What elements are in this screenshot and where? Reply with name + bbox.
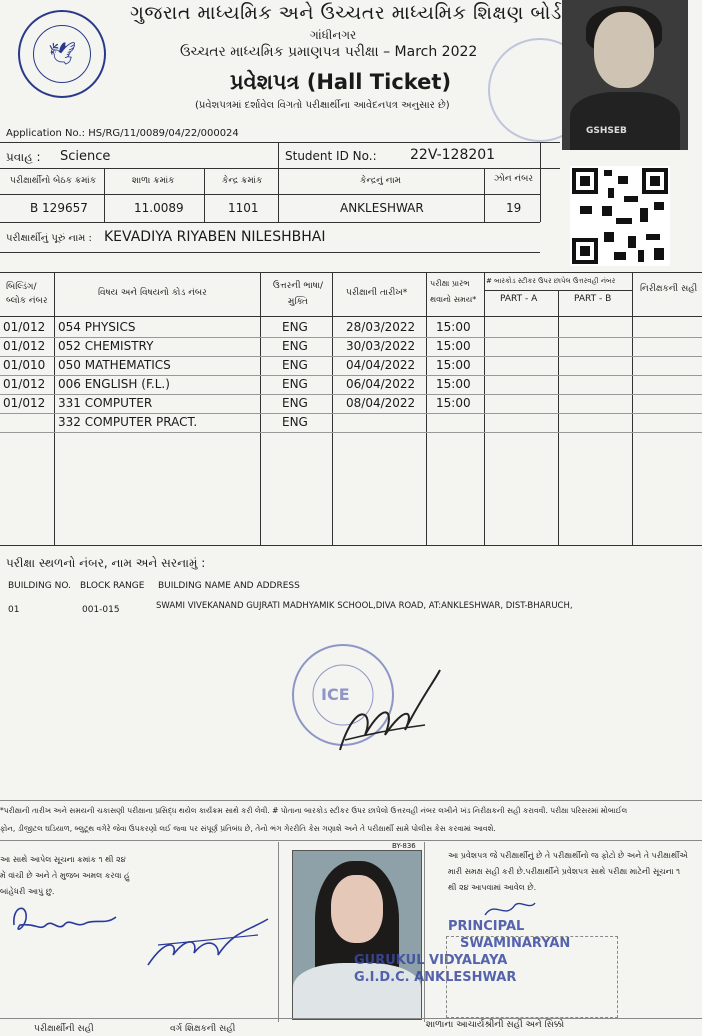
venue-block-range: 001-015 <box>82 605 120 615</box>
candidate-photo-bottom <box>292 850 422 1020</box>
row-subject: 331 COMPUTER <box>58 396 153 410</box>
info-header: કેન્દ્ર ક્રમાંક <box>222 176 263 186</box>
col-time: પરીક્ષા પ્રારંભ થવાનો સમય* <box>430 279 477 304</box>
name-label: પરીક્ષાર્થીનું પૂરું નામ : <box>6 233 92 244</box>
row-block: 01/012 <box>3 396 46 410</box>
row-date: 30/03/2022 <box>346 339 416 353</box>
school-number: 11.0089 <box>134 201 184 215</box>
venue-col-address: BUILDING NAME AND ADDRESS <box>158 581 300 591</box>
principal-declaration: આ પ્રવેશપત્ર જે પરીક્ષાર્થીનું છે તે પરીક્ષાર્થીનો જ ફોટો છે અને તે પરીક્ષાર્થીએ મારી સમક્ષ સહી કરી છે.પરીક્ષાર્થીને પ્રવેશપત્ર સાથે પરીક્ષા માટેની સૂચના ૧ થી ૨૪ આપવામાં આવેલ છે. <box>448 851 688 892</box>
row-time: 15:00 <box>436 377 471 391</box>
exam-name: ઉચ્ચતર માધ્યમિક પ્રમાણપત્ર પરીક્ષા – March 2022 <box>180 44 478 60</box>
qr-code-icon <box>570 166 670 266</box>
row-block: 01/012 <box>3 320 46 334</box>
row-time: 15:00 <box>436 358 471 372</box>
stream-value: Science <box>60 149 111 164</box>
venue-col-building: BUILDING NO. <box>8 581 71 591</box>
row-block: 01/010 <box>3 358 46 372</box>
row-subject: 006 ENGLISH (F.L.) <box>58 377 170 391</box>
venue-col-block: BLOCK RANGE <box>80 581 145 591</box>
col-part-b: PART - B <box>574 294 612 304</box>
row-date: 04/04/2022 <box>346 358 416 372</box>
row-date: 28/03/2022 <box>346 320 416 334</box>
svg-text:ICE: ICE <box>321 685 350 704</box>
header-note: (પ્રવેશપત્રમાં દર્શાવેલ વિગતો પરીક્ષાર્થીના આવેદનપત્ર અનુસાર છે) <box>195 100 450 111</box>
principal-stamp: PRINCIPAL SWAMINARYAN GURUKUL VIDYALAYA G.I.D.C. ANKLESHWAR <box>354 919 571 985</box>
row-subject: 052 CHEMISTRY <box>58 339 154 353</box>
col-medium: ઉત્તરની ભાષા/મુક્તિ <box>272 281 324 307</box>
student-id-label: Student ID No.: <box>285 149 377 163</box>
class-teacher-signature <box>138 905 278 975</box>
page-title: પ્રવેશપત્ર (Hall Ticket) <box>230 70 452 94</box>
info-header: કેન્દ્રનું નામ <box>360 176 402 186</box>
zone-number: 19 <box>506 201 522 215</box>
footer-student-sign: પરીક્ષાર્થીની સહી <box>34 1024 94 1034</box>
seal-box <box>446 936 618 1018</box>
notice-line-1: *પરીક્ષાની તારીખ અને સમયની ચકાસણી પરીક્ષાના પ્રસિદ્ધ થયેલ કાર્યક્રમ સાથે કરી લેવી. # પોતાના બારકોડ સ્ટીકર ઉપર છાપેલો ઉત્તરવહી નંબર લખીને ખંડ નિરીક્ષકની સહી કરાવવી. પરીક્ષા પરિસરમાં મોબાઈલ <box>0 806 628 815</box>
row-date: 06/04/2022 <box>346 377 416 391</box>
board-city: ગાંધીનગર <box>310 28 357 42</box>
row-time: 15:00 <box>436 396 471 410</box>
row-medium: ENG <box>282 415 308 429</box>
col-subject: વિષય અને વિષયનો કોડ નંબર <box>98 288 207 298</box>
swan-emblem-icon: 🕊 <box>33 25 91 83</box>
row-subject: 054 PHYSICS <box>58 320 136 334</box>
centre-name: ANKLESHWAR <box>340 201 424 215</box>
footer-teacher-sign: વર્ગ શિક્ષકની સહી <box>170 1024 236 1034</box>
row-medium: ENG <box>282 396 308 410</box>
centre-number: 1101 <box>228 201 259 215</box>
venue-building-no: 01 <box>8 605 20 615</box>
register-stamp <box>285 640 455 770</box>
row-block: 01/012 <box>3 377 46 391</box>
seat-number: B 129657 <box>30 201 88 215</box>
row-time: 15:00 <box>436 339 471 353</box>
info-header: ઝોન નંબર <box>494 174 533 184</box>
info-header: શાળા ક્રમાંક <box>132 176 175 186</box>
candidate-photo-top <box>562 0 688 150</box>
row-time: 15:00 <box>436 320 471 334</box>
row-subject: 332 COMPUTER PRACT. <box>58 415 198 429</box>
row-medium: ENG <box>282 377 308 391</box>
board-logo <box>18 10 106 98</box>
stream-label: પ્રવાહ : <box>6 150 41 164</box>
col-invigilator: નિરીક્ષકની સહી <box>640 284 698 294</box>
row-subject: 050 MATHEMATICS <box>58 358 171 372</box>
candidate-name: KEVADIYA RIYABEN NILESHBHAI <box>104 229 326 245</box>
board-name: ગુજરાત માધ્યમિક અને ઉચ્ચતર માધ્યમિક શિક્ષણ બોર્ડ <box>130 2 562 24</box>
col-block: બિલ્ડિંગ/ બ્લોક નંબર <box>6 282 48 306</box>
info-header: પરીક્ષાર્થીનો બેઠક ક્રમાંક <box>10 176 97 186</box>
row-medium: ENG <box>282 339 308 353</box>
photo-code: BY-836 <box>392 842 416 850</box>
venue-address: SWAMI VIVEKANAND GUJRATI MADHYAMIK SCHOOL,DIVA ROAD, AT:ANKLESHWAR, DIST-BHARUCH, <box>156 601 573 611</box>
col-barcode: # બારકોડ સ્ટીકર ઉપર છાપેલ ઉત્તરવહી નંબર <box>486 277 616 285</box>
col-part-a: PART - A <box>500 294 538 304</box>
notice-line-2: ફોન, ડીજીટલ ઘડિયાળ, બ્લુટૂથ વગેરે જેવા ઉપકરણો લઈ જવા પર સંપૂર્ણ પ્રતિબંધ છે, તેનો ભંગ ગેરરીતિ કેસ ગણાશે અને તે પરીક્ષાર્થી સામે પોલીસ કેસ કરવામાં આવશે. <box>0 824 496 833</box>
row-medium: ENG <box>282 358 308 372</box>
student-signature <box>6 895 126 945</box>
row-date: 08/04/2022 <box>346 396 416 410</box>
col-date: પરીક્ષાની તારીખ* <box>346 288 408 298</box>
footer-principal-sign: શાળાના આચાર્યશ્રીની સહી અને સિક્કો <box>426 1020 565 1030</box>
venue-heading: પરીક્ષા સ્થળનો નંબર, નામ અને સરનામું : <box>6 556 206 570</box>
row-medium: ENG <box>282 320 308 334</box>
application-number: Application No.: HS/RG/11/0089/04/22/000024 <box>6 128 239 139</box>
student-id-value: 22V-128201 <box>410 147 496 163</box>
photo-stamp: GSHSEB <box>586 126 627 136</box>
row-block: 01/012 <box>3 339 46 353</box>
student-declaration: આ સાથે આપેલ સૂચના ક્રમાંક ૧ થી ૨૪ મેં વાંચી છે અને તે મુજબ અમલ કરવા હું બાંહેધરી આપું છું. <box>0 855 130 896</box>
